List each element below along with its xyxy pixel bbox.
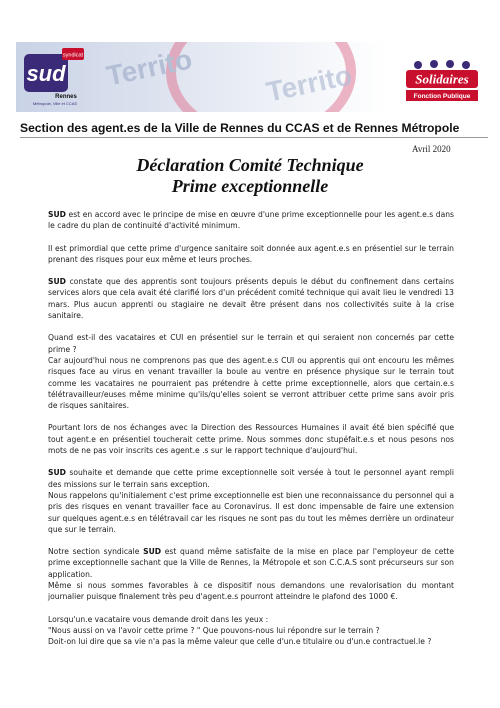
figure-head <box>446 60 454 68</box>
paragraph-text: Quand est-il des vacataires et CUI en présentiel sur le terrain et qui seraient non concernés par cette prime ? <box>48 333 454 354</box>
paragraph-text: Car aujourd'hui nous ne comprenons pas que des agent.e.s CUI ou apprentis qui ont encouru les mêmes risques face au virus en venant travailler la boule au ventre en présence physique sur le terrain tout comme les vacataires ne pourraient pas prétendre à cette prime exceptionnelle, alors que certain.e.s télétravailleur/euses même minime qu'ils/qu'elles soient se verront attribuer cette prime sans avoir pris de risques sanitaires. <box>48 355 454 411</box>
paragraph <box>48 546 454 580</box>
paragraph <box>48 422 454 456</box>
banner-watermark: Territo <box>263 59 355 108</box>
sud-emphasis: SUD <box>48 277 66 287</box>
paragraph-text: "Nous aussi on va l'avoir cette prime ? " Que pouvons-nous lui répondre sur le terrain ? <box>48 625 380 635</box>
sud-logo-small: syndicat <box>62 52 84 59</box>
figure-head <box>414 61 422 69</box>
paragraph-text: est quand même satisfaite de la mise en place par l'employeur de cette prime exceptionnelle sachant que la Ville de Rennes, la Métropole et son C.C.A.S sont précurseurs sur son application. <box>48 547 455 579</box>
sud-logo-text: sud <box>26 61 66 86</box>
solidaires-logo <box>396 58 486 104</box>
sud-logo <box>22 46 86 108</box>
figure-head <box>462 61 470 69</box>
paragraph-lead: Notre section syndicale <box>48 547 144 557</box>
sud-logo-subtitle: Métropole, Ville et CCAS <box>32 101 78 106</box>
document-date: Avril 2020 <box>412 144 451 154</box>
document-title: Déclaration Comité Technique <box>136 155 364 175</box>
paragraph <box>48 332 454 355</box>
paragraph-text: Pourtant lors de nos échanges avec la Direction des Ressources Humaines il avait été bien spécifié que tout agent.e en présentiel toucherait cette prime. Nous sommes donc stupéfait.e.s et nous pesons nos mots de ne pas voir inscrits ces agent.e .s sur le rapport technique d'aujourd'hui. <box>48 423 454 456</box>
paragraph <box>48 614 454 625</box>
sud-logo-city: Rennes <box>55 94 77 100</box>
paragraph-text: Même si nous sommes favorables à ce dispositif nous demandons une revalorisation du montant journalier puisque finalement très peu d'agent.e.s pourront atteindre le plafond des 1000 €. <box>48 581 454 602</box>
paragraph-text: est en accord avec le principe de mise en œuvre d'une prime exceptionnelle pour les agent.e.s dans le cadre du plan de continuité d'activité minimum. <box>48 210 454 231</box>
sud-emphasis: SUD <box>143 547 162 557</box>
banner-watermark: Territo <box>103 43 195 92</box>
paragraph <box>48 490 454 535</box>
paragraph-text: souhaite et demande que cette prime exceptionnelle soit versée à tout le personnel ayant rempli des missions sur le terrain sans exception. <box>48 468 454 489</box>
paragraph <box>48 625 454 636</box>
paragraph <box>48 580 454 603</box>
paragraph <box>48 355 454 411</box>
solidaires-text: Solidaires <box>415 71 469 87</box>
section-title: Section des agent.es de la Ville de Rennes du CCAS et de Rennes Métropole <box>20 121 460 135</box>
paragraph-text: Il est primordial que cette prime d'urgence sanitaire soit donnée aux agent.e.s en présentiel sur le terrain prenant des risques pour eux même et leurs proches. <box>48 243 454 264</box>
paragraph <box>48 276 454 321</box>
paragraph-text: Doit-on lui dire que sa vie n'a pas la même valeur que celle d'un.e titulaire ou d'un.e contractuel.le ? <box>48 637 432 647</box>
paragraph <box>48 243 454 266</box>
paragraph <box>48 636 454 647</box>
document-subtitle: Prime exceptionnelle <box>171 176 329 196</box>
figure-head <box>430 60 438 68</box>
sud-emphasis: SUD <box>48 210 66 219</box>
paragraph-text: constate que des apprentis sont toujours présents depuis le début du confinement dans certains services alors que cela avait été clarifié lors d'un précédent comité technique qui avait lieu le vendredi 13 mars. Plus aucun apprenti ou stagiaire ne devait être présent dans nos collectivités suite à la crise sanitaire. <box>48 277 454 321</box>
paragraph <box>48 209 454 232</box>
solidaires-subtitle: Fonction Publique <box>413 93 471 100</box>
paragraph <box>48 467 454 490</box>
paragraph-text: Nous rappelons qu'initialement c'est prime exceptionnelle est bien une reconnaissance du personnel qui a pris des risques en venant travailler face au Coronavirus. Il est donc impensable de faire une extension sur quelques agent.e.s en télétravail car les risques ne sont pas du tout les mêmes derrière un ordinateur que sur le terrain. <box>48 490 454 534</box>
paragraph-text: Lorsqu'un.e vacataire vous demande droit dans les yeux : <box>48 614 269 624</box>
document-body <box>48 209 454 648</box>
sud-emphasis: SUD <box>48 468 66 478</box>
header-divider <box>20 137 488 138</box>
